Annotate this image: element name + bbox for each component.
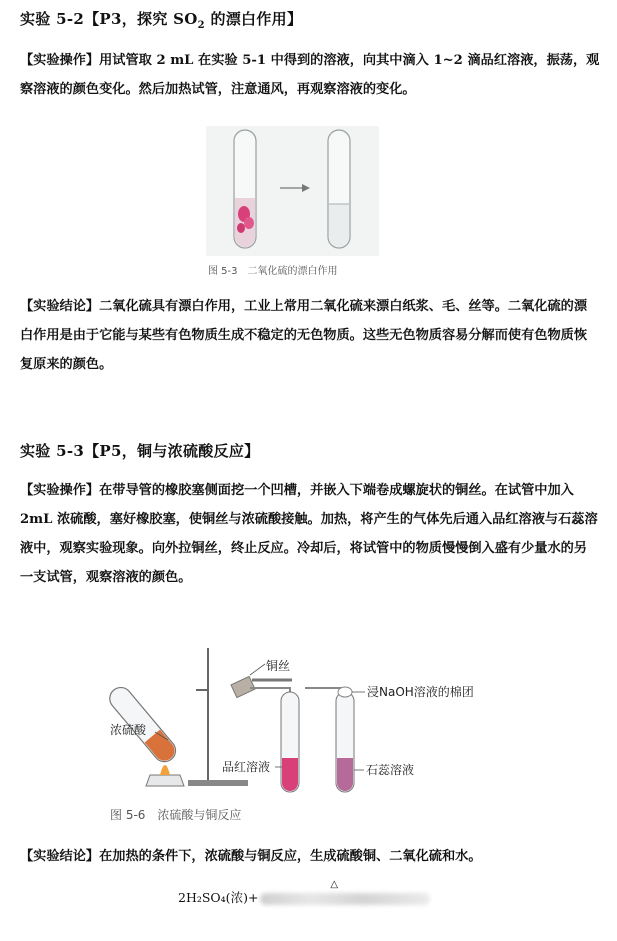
figure-5-3-drawing bbox=[206, 126, 379, 256]
section1-conclusion bbox=[20, 292, 600, 379]
figure-5-3 bbox=[206, 126, 379, 256]
magenta-blob-2 bbox=[244, 217, 254, 229]
equation bbox=[178, 879, 430, 906]
section2-operation bbox=[20, 476, 600, 592]
operation-tag: 【实验操作】 bbox=[20, 53, 100, 68]
figure-5-6 bbox=[100, 640, 500, 815]
operation-text: 用试管取 2 mL 在实验 5-1 中得到的溶液，向其中滴入 1~2 滴品红溶液，振荡，观察溶液的颜色变化。然后加热试管，注意通风，再观察溶液的变化。 bbox=[20, 53, 600, 97]
section2-heading: 实验 5-3【P5，铜与浓硫酸反应】 bbox=[20, 442, 260, 460]
section1-operation bbox=[20, 46, 600, 104]
operation-tag: 【实验操作】 bbox=[20, 483, 100, 498]
equation-delta: △ bbox=[330, 879, 339, 890]
flame bbox=[160, 765, 170, 775]
magenta-blob-3 bbox=[237, 223, 245, 233]
solution-right bbox=[329, 204, 349, 247]
leader-copper bbox=[250, 664, 265, 675]
equation-text: 2H₂SO₄(浓)+ bbox=[178, 890, 259, 905]
alcohol-burner bbox=[146, 775, 184, 786]
figure-5-6-caption: 图 5-6 浓硫酸与铜反应 bbox=[110, 808, 242, 822]
section1-heading bbox=[20, 8, 302, 31]
conclusion-tag: 【实验结论】 bbox=[20, 299, 100, 314]
label-copper-wire: 铜丝 bbox=[266, 659, 291, 673]
section1-heading-prefix: 实验 5-2【P3，探究 SO bbox=[20, 10, 198, 28]
litmus-solution bbox=[337, 758, 353, 791]
cotton-ball bbox=[338, 687, 352, 697]
stand-base bbox=[188, 780, 248, 786]
apparatus-drawing bbox=[100, 640, 500, 815]
conclusion-text: 在加热的条件下，浓硫酸与铜反应，生成硫酸铜、二氧化硫和水。 bbox=[99, 849, 482, 864]
section1-heading-sub: 2 bbox=[197, 20, 205, 31]
label-litmus: 石蕊溶液 bbox=[366, 763, 415, 777]
section1-heading-suffix: 的漂白作用】 bbox=[204, 10, 303, 28]
operation-text: 在带导管的橡胶塞侧面挖一个凹槽，并嵌入下端卷成螺旋状的铜丝。在试管中加入 2mL 浓硫酸，塞好橡胶塞，使铜丝与浓硫酸接触。加热，将产生的气体先后通入品红溶液与石蕊溶液中，观察实验现象。向外拉铜丝，终止反应。冷却后，将试管中的物质慢慢倒入盛有少量水的另一支试管，观察溶液的颜色。 bbox=[20, 483, 598, 585]
label-acid: 浓硫酸 bbox=[110, 723, 147, 737]
arrow-head bbox=[302, 184, 310, 192]
conclusion-tag: 【实验结论】 bbox=[20, 849, 100, 864]
magenta-solution bbox=[282, 758, 298, 791]
section2-conclusion bbox=[20, 842, 600, 871]
label-magenta: 品红溶液 bbox=[222, 760, 271, 774]
conclusion-text: 二氧化硫具有漂白作用，工业上常用二氧化硫来漂白纸浆、毛、丝等。二氧化硫的漂白作用是由于它能与某些有色物质生成不稳定的无色物质。这些无色物质容易分解而使有色物质恢复原来的颜色。 bbox=[20, 299, 588, 372]
figure-5-3-caption: 图 5-3 二氧化硫的漂白作用 bbox=[208, 266, 338, 277]
label-cotton: 浸NaOH溶液的棉团 bbox=[367, 685, 474, 699]
equation-obscured bbox=[260, 893, 430, 905]
